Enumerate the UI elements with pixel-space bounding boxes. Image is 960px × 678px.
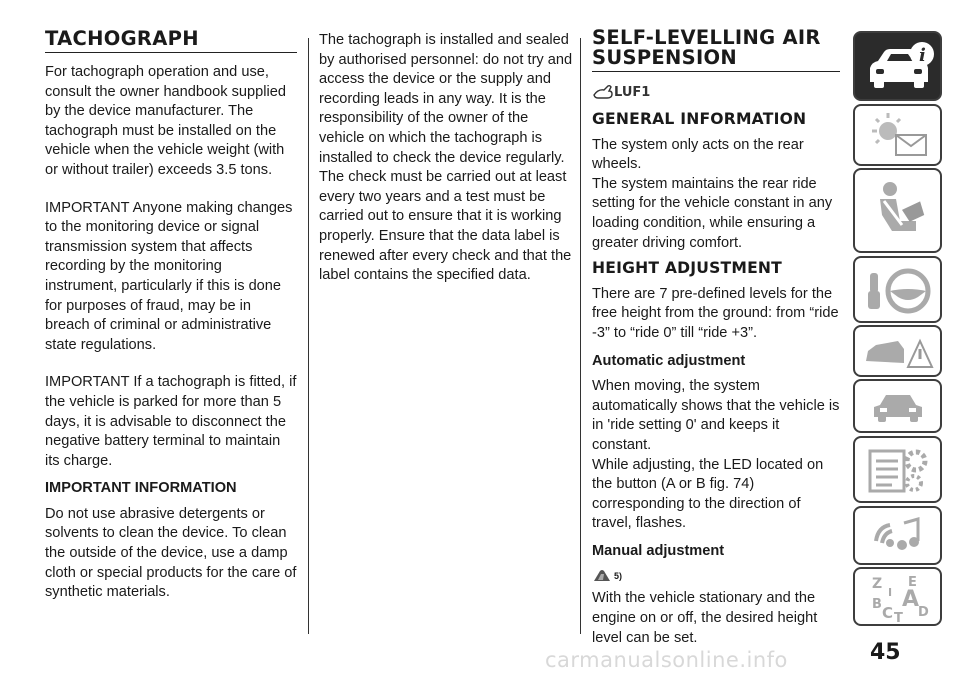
car-emergency-icon[interactable]: [853, 325, 942, 377]
page-number: 45: [870, 640, 901, 665]
lights-warning-icon[interactable]: [853, 104, 942, 166]
paragraph: Do not use abrasive detergents or solvents to clean the device. To clean the outside of the device, use a damp cloth or special products for the care of synthetic materials.: [45, 505, 297, 601]
seat-safety-icon[interactable]: [853, 168, 942, 253]
column-tachograph: [45, 28, 297, 621]
paragraph: The tachograph is installed and sealed by authorised personnel: do not try and access the device or the supply and recording leads in any way. It is the responsibility of the owner of the vehicle on which the tachograph is installed to check the device regularly.: [319, 32, 573, 166]
index-letter: A: [901, 586, 919, 612]
subheading: GENERAL INFORMATION: [592, 110, 807, 128]
paragraph: When moving, the system automatically shows that the vehicle is in 'ride setting 0' and keeps it constant.: [592, 378, 840, 453]
paragraph: With the vehicle stationary and the engine on or off, the desired height level can be set.: [592, 590, 818, 646]
paragraph: The system only acts on the rear wheels.: [592, 136, 804, 173]
paragraph: IMPORTANT Anyone making changes to the monitoring device or signal transmission system that affects recording by the monitoring instrument, particularly if this is done for purposes of fraud, may be in breach of criminal or administrative state regulations.: [45, 199, 293, 353]
index-letter: Z: [871, 575, 882, 592]
subheading: Automatic adjustment: [592, 352, 746, 369]
hand-pointer-icon: [592, 78, 840, 104]
paragraph: The system maintains the rear ride setting for the vehicle constant in any loading condition, while ensuring a greater driving comfort.: [592, 175, 833, 251]
column-divider: [580, 38, 581, 634]
paragraph: IMPORTANT If a tachograph is fitted, if the vehicle is parked for more than 5 days, it is advisable to disconnect the negative battery terminal to maintain its charge.: [45, 374, 297, 469]
index-letter: T: [893, 610, 903, 626]
column-suspension: [592, 28, 840, 648]
index-letter: B: [871, 596, 882, 612]
paragraph: For tachograph operation and use, consult the owner handbook supplied by the device manufacturer. The tachograph must be installed on the vehicle when the vehicle weight (with or without trailer) exceeds 3.5 tons.: [45, 64, 286, 178]
index-letter: C: [881, 603, 893, 622]
svg-text:LUF1: LUF1: [614, 85, 651, 100]
warning-hand-icon: [592, 567, 612, 592]
index-letter: I: [887, 585, 892, 599]
svg-text:i: i: [918, 45, 926, 66]
subheading: IMPORTANT INFORMATION: [45, 480, 237, 497]
paragraph: The check must be carried out at least every two years and a test must be carried out to ensure that it is working properly. Ensure that the data label is renewed after every check and that the label contains the specified data.: [319, 169, 572, 284]
settings-list-icon[interactable]: [853, 436, 942, 503]
multimedia-icon[interactable]: [853, 506, 942, 565]
column-tachograph-cont: [319, 31, 573, 304]
paragraph: There are 7 pre-defined levels for the free height from the ground: from “ride -3” to “ride 0” till “ride +3”.: [592, 285, 839, 341]
section-title: TACHOGRAPH: [45, 28, 297, 53]
column-divider: [308, 38, 309, 634]
index-letter: D: [917, 604, 929, 620]
subheading: Manual adjustment: [592, 542, 725, 559]
subheading: HEIGHT ADJUSTMENT: [592, 259, 783, 278]
steering-key-icon[interactable]: [853, 256, 942, 323]
paragraph: While adjusting, the LED located on the button (A or B fig. 74) corresponding to the direction of travel, flashes.: [592, 456, 824, 532]
car-service-icon[interactable]: [853, 379, 942, 433]
index-icon[interactable]: [853, 567, 942, 626]
index-letter: E: [907, 574, 917, 590]
warning-reference: [592, 567, 840, 589]
note-reference: 5): [614, 571, 623, 582]
watermark: carmanualsonline.info: [545, 648, 788, 672]
section-title: SELF-LEVELLING AIR SUSPENSION: [592, 28, 840, 72]
car-info-icon[interactable]: [853, 31, 942, 101]
